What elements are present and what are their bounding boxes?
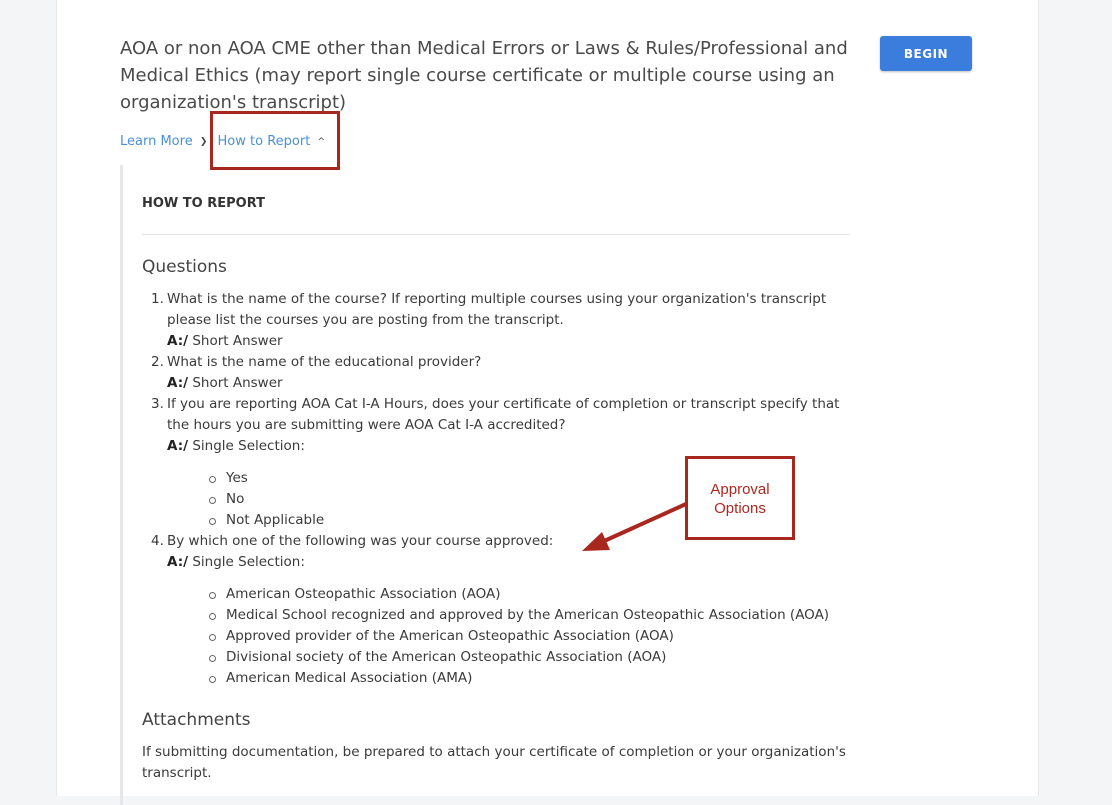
list-item: Yes bbox=[209, 468, 324, 489]
list-item: American Medical Association (AMA) bbox=[209, 668, 829, 689]
approval-options-callout: Approval Options bbox=[685, 456, 795, 540]
question-2: 2. What is the name of the educational provider? A:/ Short Answer bbox=[167, 352, 847, 394]
list-item: Approved provider of the American Osteopathic Association (AOA) bbox=[209, 626, 829, 647]
how-to-report-link[interactable]: How to Report bbox=[217, 134, 311, 149]
learn-more-link[interactable]: Learn More bbox=[120, 134, 193, 149]
answer-1: A:/ Short Answer bbox=[167, 333, 283, 349]
page-title: AOA or non AOA CME other than Medical Errors or Laws & Rules/Professional and Medical Ethics (may report single course certificate or multiple course using an organization's transcript) bbox=[120, 38, 848, 113]
questions-heading: Questions bbox=[142, 257, 227, 277]
list-item: Medical School recognized and approved by the American Osteopathic Association (AOA) bbox=[209, 605, 829, 626]
list-item: No bbox=[209, 489, 324, 510]
attachments-heading: Attachments bbox=[142, 710, 251, 730]
answer-2: A:/ Short Answer bbox=[167, 375, 283, 391]
highlight-box bbox=[210, 111, 340, 170]
panel-heading: HOW TO REPORT bbox=[142, 196, 266, 211]
attachments-text: If submitting documentation, be prepared to attach your certificate of completion or your organization's transcript. bbox=[142, 744, 846, 781]
question-1: 1. What is the name of the course? If reporting multiple courses using your organization's transcript please list the courses you are posting from the transcript. A:/ Short Answer bbox=[167, 289, 847, 352]
list-item: American Osteopathic Association (AOA) bbox=[209, 584, 829, 605]
begin-button[interactable]: BEGIN bbox=[880, 36, 972, 71]
chevron-up-icon[interactable]: ^ bbox=[317, 136, 325, 147]
divider bbox=[142, 234, 850, 235]
answer-4: A:/ Single Selection: bbox=[167, 554, 305, 570]
options-3 bbox=[209, 468, 324, 531]
arrow-icon bbox=[560, 490, 690, 560]
chevron-down-icon[interactable]: ❯ bbox=[199, 136, 208, 147]
options-4 bbox=[209, 584, 829, 689]
list-item: Divisional society of the American Osteopathic Association (AOA) bbox=[209, 647, 829, 668]
answer-3: A:/ Single Selection: bbox=[167, 438, 305, 454]
question-4: 4. By which one of the following was your course approved: A:/ Single Selection: bbox=[167, 531, 847, 573]
list-item: Not Applicable bbox=[209, 510, 324, 531]
question-3: 3. If you are reporting AOA Cat I-A Hours, does your certificate of completion or transcript specify that the hours you are submitting were AOA Cat I-A accredited? A:/ Single Selection: bbox=[167, 394, 847, 457]
